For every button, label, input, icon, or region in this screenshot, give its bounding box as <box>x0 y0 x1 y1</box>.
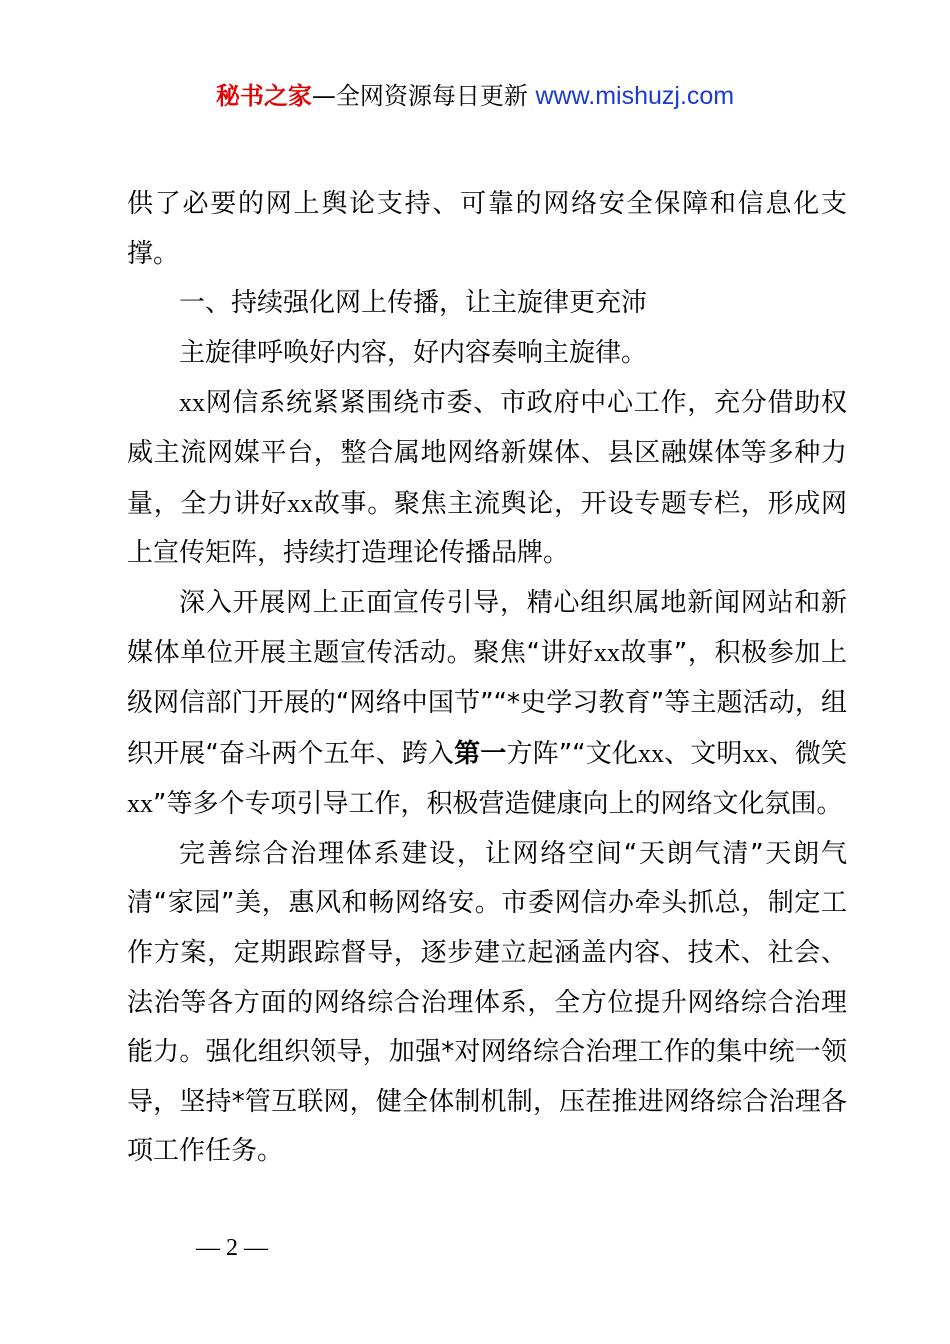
page-number: — 2 — <box>196 1235 268 1261</box>
placeholder-xx: xx <box>287 488 314 518</box>
paragraph-positive-publicity <box>127 579 847 830</box>
placeholder-xx: xx <box>742 738 769 768</box>
paragraph-text: 、微笑 <box>768 738 847 769</box>
site-tagline: —全网资源每日更新 <box>311 82 528 110</box>
paragraph-network-system <box>127 378 847 578</box>
paragraph-text: ”等多个专项引导工作，积极营造健康向上的网络文化氛围。 <box>153 789 843 820</box>
paragraph-continuation: 供了必要的网上舆论支持、可靠的网络安全保障和信息化支撑。 <box>127 189 847 269</box>
placeholder-xx: xx <box>638 738 665 768</box>
paragraph-lead: 主旋律呼唤好内容，好内容奏响主旋律。 <box>179 337 648 368</box>
section-heading: 一、持续强化网上传播，让主旋律更充沛 <box>179 288 648 319</box>
placeholder-xx: xx <box>593 638 620 668</box>
paragraph-text: 故事。聚焦主流舆论，开设专题专栏，形成网上宣传矩阵，持续打造理论传播品牌。 <box>127 488 847 569</box>
paragraph-text: 故事”，积极参加上级网信部门开展的“网络中国节”“*史学习教育”等主题活动，组织开展“奋斗两个五年、跨入 <box>127 638 847 769</box>
site-brand: 秘书之家 <box>215 82 312 110</box>
document-body <box>127 180 847 1177</box>
paragraph-governance-system: 完善综合治理体系建设，让网络空间“天朗气清”天朗气清“家园”美，惠风和畅网络安。市委网信办牵头抓总，制定工作方案，定期跟踪督导，逐步建立起涵盖内容、技术、社会、法治等各方面的网络综合治理体系，全方位提升网络综合治理能力。强化组织领导，加强*对网络综合治理工作的集中统一领导，坚持*管互联网，健全体制机制，压茬推进网络综合治理各项工作任务。 <box>127 838 847 1167</box>
placeholder-xx: xx <box>127 789 153 819</box>
paragraph-text: 网信系统紧紧围绕市委、市政府中心工作，充分借助权威主流网媒平台，整合属地网络新媒体、县区融媒体等多种力量，全力讲好 <box>127 388 847 519</box>
site-url: www.mishuzj.com <box>535 82 735 110</box>
site-header-banner <box>0 80 950 112</box>
paragraph-text: 方阵”“文化 <box>506 738 639 769</box>
bold-emphasis: 第一 <box>454 738 507 769</box>
paragraph-text: 、文明 <box>664 738 743 769</box>
paragraph-text: 深入开展网上正面宣传引导，精心组织属地新闻网站和新媒体单位开展主题宣传活动。聚焦“讲好 <box>127 587 847 669</box>
placeholder-xx: xx <box>179 388 205 418</box>
